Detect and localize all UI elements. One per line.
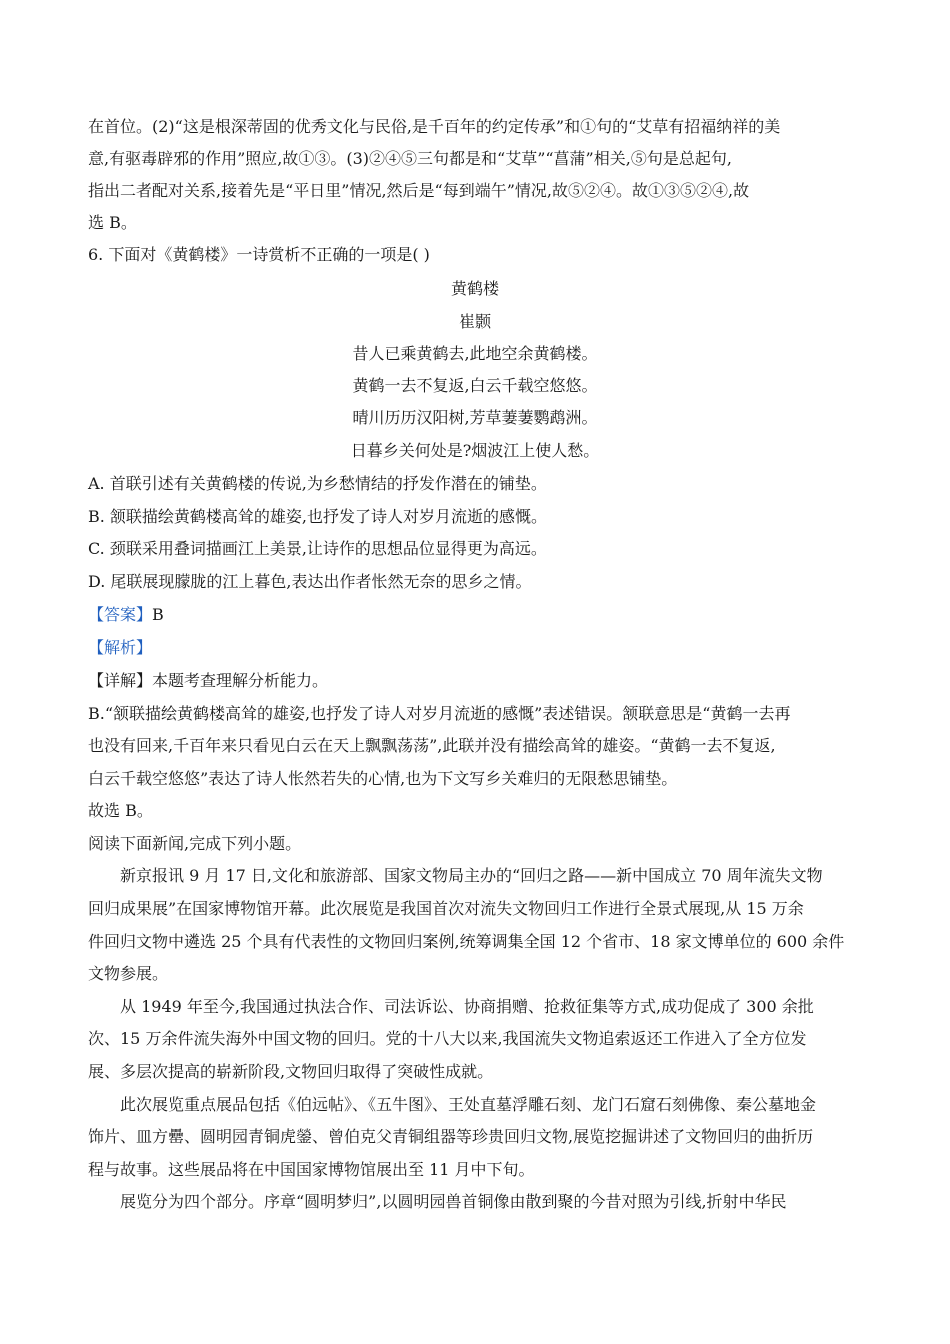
option-d: D. 尾联展现朦胧的江上暮色,表达出作者怅然无奈的思乡之情。 (88, 572, 532, 591)
answer-line (88, 604, 164, 626)
news-line: 回归成果展”在国家博物馆开幕。此次展览是我国首次对流失文物回归工作进行全景式展现,从 15 万余 (88, 899, 804, 918)
news-line: 文物参展。 (88, 964, 169, 983)
reading-instruction: 阅读下面新闻,完成下列小题。 (88, 834, 302, 853)
option-a: A. 首联引述有关黄鹤楼的传说,为乡愁情结的抒发作潜在的铺垫。 (88, 474, 547, 493)
prev-answer-line: 选 B。 (88, 213, 137, 232)
detail-line: 也没有回来,千百年来只看见白云在天上飘飘荡荡”,此联并没有描绘高耸的雄姿。“黄鹤一去不复返, (88, 736, 776, 755)
detail-line: B.“颔联描绘黄鹤楼高耸的雄姿,也抒发了诗人对岁月流逝的感慨”表述错误。颔联意思是“黄鹤一去再 (88, 704, 791, 723)
question-stem: 6. 下面对《黄鹤楼》一诗赏析不正确的一项是( ) (88, 245, 430, 264)
poem-line: 日暮乡关何处是?烟波江上使人愁。 (350, 441, 600, 460)
option-b: B. 颔联描绘黄鹤楼高耸的雄姿,也抒发了诗人对岁月流逝的感慨。 (88, 507, 548, 526)
prev-answer-line: 意,有驱毒辟邪的作用”照应,故①③。(3)②④⑤三句都是和“艾草”“菖蒲”相关,⑤句是总起句, (88, 149, 732, 168)
detail-line: 故选 B。 (88, 801, 153, 820)
prev-answer-line: 在首位。(2)“这是根深蒂固的优秀文化与民俗,是千百年的约定传承”和①句的“艾草有招福纳祥的美 (88, 117, 781, 136)
poem-author: 崔颢 (458, 312, 491, 331)
poem-title: 黄鹤楼 (450, 279, 499, 298)
prev-answer-line: 指出二者配对关系,接着先是“平日里”情况,然后是“每到端午”情况,故⑤②④。故①③⑤②④,故 (88, 181, 750, 200)
poem-line: 晴川历历汉阳树,芳草萋萋鹦鹉洲。 (352, 408, 598, 427)
answer-label: 【答案】 (88, 605, 153, 624)
news-line: 展、多层次提高的崭新阶段,文物回归取得了突破性成就。 (88, 1062, 494, 1081)
news-line: 饰片、皿方罍、圆明园青铜虎鎣、曾伯克父青铜组器等珍贵回归文物,展览挖掘讲述了文物回归的曲折历 (88, 1127, 814, 1146)
detail-line: 白云千载空悠悠”表达了诗人怅然若失的心情,也为下文写乡关难归的无限愁思铺垫。 (88, 769, 678, 788)
option-c: C. 颈联采用叠词描画江上美景,让诗作的思想品位显得更为高远。 (88, 539, 547, 558)
poem-line: 黄鹤一去不复返,白云千载空悠悠。 (352, 376, 598, 395)
news-line: 程与故事。这些展品将在中国国家博物馆展出至 11 月中下旬。 (88, 1160, 535, 1179)
news-line: 件回归文物中遴选 25 个具有代表性的文物回归案例,统筹调集全国 12 个省市、18 家文博单位的 600 余件 (88, 932, 845, 951)
news-line: 展览分为四个部分。序章“圆明梦归”,以圆明园兽首铜像由散到聚的今昔对照为引线,折射中华民 (120, 1192, 787, 1211)
answer-value: B (152, 605, 164, 624)
news-line: 此次展览重点展品包括《伯远帖》、《五牛图》、王处直墓浮雕石刻、龙门石窟石刻佛像、秦公墓地金 (120, 1095, 817, 1114)
news-line: 新京报讯 9 月 17 日,文化和旅游部、国家文物局主办的“回归之路——新中国成立 70 周年流失文物 (120, 866, 823, 885)
news-line: 从 1949 年至今,我国通过执法合作、司法诉讼、协商捐赠、抢救征集等方式,成功促成了 300 余批 (120, 997, 814, 1016)
poem-line: 昔人已乘黄鹤去,此地空余黄鹤楼。 (352, 344, 598, 363)
analysis-label: 【解析】 (88, 638, 153, 657)
news-line: 次、15 万余件流失海外中国文物的回归。党的十八大以来,我国流失文物追索返还工作进入了全方位发 (88, 1029, 807, 1048)
detail-line: 【详解】本题考查理解分析能力。 (88, 671, 329, 690)
